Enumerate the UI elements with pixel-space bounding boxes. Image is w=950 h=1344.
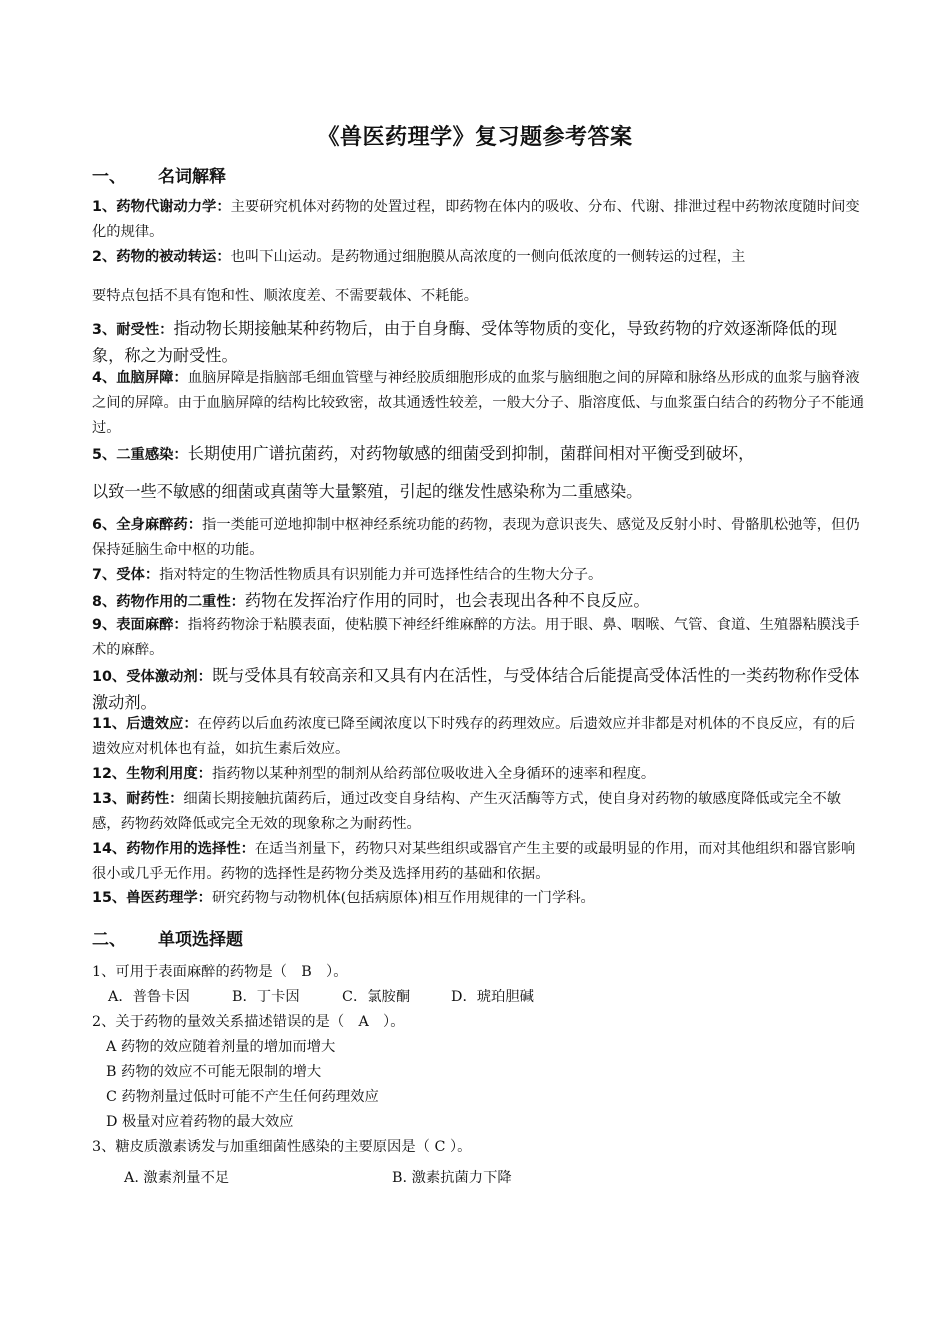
section-number: 一、 — [92, 167, 126, 187]
definition-text: 指动物长期接触某种药物后，由于自身酶、受体等物质的变化，导致药物的疗效逐渐降低的现象，称之为耐受性。 — [92, 319, 838, 365]
definition-term: 11、后遗效应： — [92, 716, 198, 732]
definition-item — [92, 563, 867, 588]
definition-item — [92, 316, 867, 368]
section-label: 单项选择题 — [158, 930, 243, 950]
definition-term: 15、兽医药理学： — [92, 890, 212, 906]
definition-term: 1、药物代谢动力学： — [92, 199, 231, 215]
definition-text: 细菌长期接触抗菌药后，通过改变自身结构、产生灭活酶等方式，使自身对药物的敏感度降低或完全不敏感，药物药效降低或完全无效的现象称之为耐药性。 — [92, 791, 842, 832]
page-title: 《兽医药理学》复习题参考答案 — [317, 124, 633, 150]
definition-text: 指对特定的生物活性物质具有识别能力并可选择性结合的生物大分子。 — [159, 567, 603, 583]
option: A．普鲁卡因 — [108, 989, 190, 1005]
option: A 药物的效应随着剂量的增加而增大 — [106, 1039, 336, 1055]
definition-text: 指将药物涂于粘膜表面，使粘膜下神经纤维麻醉的方法。用于眼、鼻、咽喉、气管、食道、生殖器粘膜浅手术的麻醉。 — [92, 617, 860, 658]
option: B．丁卡因 — [232, 989, 300, 1005]
definition-text: 在停药以后血药浓度已降至阈浓度以下时残存的药理效应。后遗效应并非都是对机体的不良反应，有的后遗效应对机体也有益，如抗生素后效应。 — [92, 716, 856, 757]
definition-term: 9、表面麻醉： — [92, 617, 188, 633]
option: C 药物剂量过低时可能不产生任何药理效应 — [106, 1089, 379, 1105]
definition-item — [92, 837, 867, 887]
definition-item — [92, 613, 867, 663]
definition-term: 7、受体： — [92, 567, 160, 583]
definition-text: 也叫下山运动。是药物通过细胞膜从高浓度的一侧向低浓度的一侧转运的过程，主 — [230, 249, 746, 265]
definition-text: 既与受体具有较高亲和又具有内在活性，与受体结合后能提高受体活性的一类药物称作受体激动剂。 — [92, 666, 860, 712]
definition-text: 药物在发挥治疗作用的同时，也会表现出各种不良反应。 — [244, 591, 650, 610]
section-number: 二、 — [92, 930, 126, 950]
definition-item — [92, 886, 867, 911]
definition-text: 血脑屏障是指脑部毛细血管壁与神经胶质细胞形成的血浆与脑细胞之间的屏障和脉络丛形成的血浆与脑脊液之间的屏障。由于血脑屏障的结构比较致密，故其通透性较差，一般大分子、脂溶度低、与血浆蛋白结合的药物分子不能通过。 — [92, 370, 865, 436]
definition-term: 4、血脑屏障： — [92, 370, 188, 386]
definition-term: 3、耐受性： — [92, 322, 174, 338]
definition-term: 14、药物作用的选择性： — [92, 841, 255, 857]
option: B. 激素抗菌力下降 — [392, 1170, 512, 1186]
option: D．琥珀胆碱 — [451, 989, 534, 1005]
definition-item — [92, 663, 867, 715]
section-heading-definitions — [92, 162, 226, 187]
section-heading-choice — [92, 925, 243, 950]
definition-term: 2、药物的被动转运： — [92, 249, 231, 265]
definition-item — [92, 588, 867, 615]
definition-continuation: 以致一些不敏感的细菌或真菌等大量繁殖，引起的继发性感染称为二重感染。 — [92, 482, 643, 501]
option: D 极量对应着药物的最大效应 — [106, 1114, 294, 1130]
question-stem: 3、糖皮质激素诱发与加重细菌性感染的主要原因是（ C ）。 — [92, 1139, 472, 1155]
question-stem: 1、可用于表面麻醉的药物是（ B ）。 — [92, 964, 348, 980]
option: C．氯胺酮 — [342, 989, 411, 1005]
definition-item — [92, 366, 867, 441]
definition-item — [92, 787, 867, 837]
definition-term: 10、受体激动剂： — [92, 669, 212, 685]
question-stem: 2、关于药物的量效关系描述错误的是（ A ）。 — [92, 1014, 405, 1030]
section-label: 名词解释 — [158, 167, 226, 187]
definition-term: 12、生物利用度： — [92, 766, 212, 782]
definition-item — [92, 712, 867, 762]
definition-term: 8、药物作用的二重性： — [92, 594, 245, 610]
definition-term: 13、耐药性： — [92, 791, 184, 807]
definition-item — [92, 441, 867, 468]
option: A. 激素剂量不足 — [124, 1170, 230, 1186]
definition-item — [92, 245, 867, 270]
definition-item — [92, 195, 867, 245]
definition-text: 长期使用广谱抗菌药，对药物敏感的细菌受到抑制，菌群间相对平衡受到破坏， — [187, 444, 755, 463]
definition-continuation: 要特点包括不具有饱和性、顺浓度差、不需要载体、不耗能。 — [92, 288, 479, 304]
definition-text: 研究药物与动物机体(包括病原体)相互作用规律的一门学科。 — [211, 890, 595, 906]
definition-term: 5、二重感染： — [92, 447, 188, 463]
definition-text: 指一类能可逆地抑制中枢神经系统功能的药物，表现为意识丧失、感觉及反射小时、骨骼肌松弛等，但仍保持延脑生命中枢的功能。 — [92, 517, 860, 558]
definition-term: 6、全身麻醉药： — [92, 517, 203, 533]
definition-item — [92, 513, 867, 563]
definition-text: 主要研究机体对药物的处置过程，即药物在体内的吸收、分布、代谢、排泄过程中药物浓度随时间变化的规律。 — [92, 199, 860, 240]
definition-item — [92, 762, 867, 787]
definition-text: 指药物以某种剂型的制剂从给药部位吸收进入全身循环的速率和程度。 — [211, 766, 656, 782]
definition-text: 在适当剂量下，药物只对某些组织或器官产生主要的或最明显的作用，而对其他组织和器官影响很小或几乎无作用。药物的选择性是药物分类及选择用药的基础和依据。 — [92, 841, 856, 882]
option: B 药物的效应不可能无限制的增大 — [106, 1064, 322, 1080]
